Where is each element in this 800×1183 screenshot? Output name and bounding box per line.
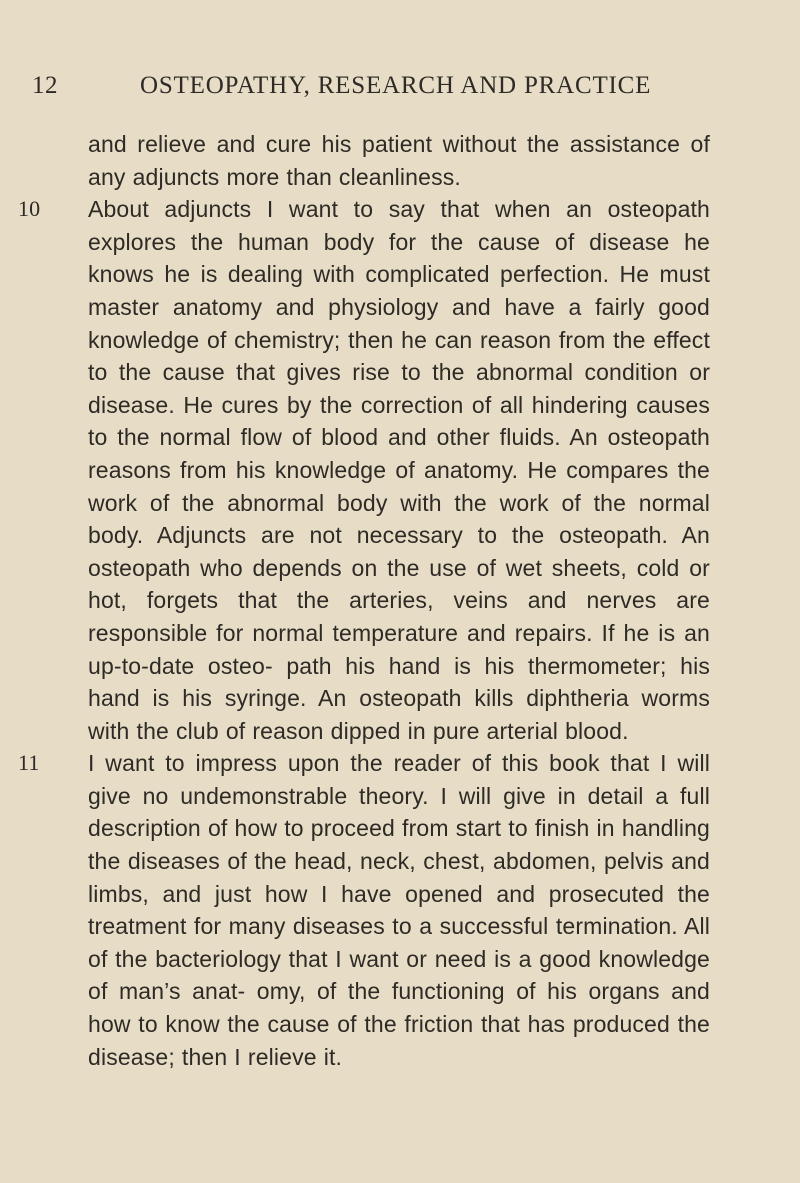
running-header <box>0 72 800 112</box>
paragraph-number: 11 <box>18 750 40 776</box>
paragraph-11 <box>18 747 710 1073</box>
paragraph-text: About adjuncts I want to say that when an osteopath explores the human body for the cause of disease he knows he is dealing with complicated perfection. He must master anatomy and physiology and have a fairly good knowledge of chemistry; then he can reason from the effect to the cause that gives rise to the abnormal condition or disease. He cures by the correction of all hindering causes to the normal flow of blood and other fluids. An osteopath reasons from his knowledge of anatomy. He compares the work of the abnormal body with the work of the normal body. Adjuncts are not necessary to the osteopath. An osteopath who depends on the use of wet sheets, cold or hot, forgets that the arteries, veins and nerves are responsible for normal temperature and repairs. If he is an up-to-date osteo- path his hand is his thermometer; his hand is his syringe. An osteopath kills diphtheria worms with the club of reason dipped in pure arterial blood. <box>88 196 710 744</box>
running-title: OSTEOPATHY, RESEARCH AND PRACTICE <box>140 72 652 99</box>
body-text <box>18 128 710 1073</box>
page-number: 12 <box>32 72 58 99</box>
paragraph-continued <box>88 128 710 193</box>
paragraph-10 <box>18 193 710 747</box>
paragraph-text: and relieve and cure his patient without the assistance of any adjuncts more than cleanliness. <box>88 131 710 190</box>
paragraph-text: I want to impress upon the reader of this book that I will give no undemonstrable theory. I will give in detail a full description of how to proceed from start to finish in handling the diseases of the head, neck, chest, abdomen, pelvis and limbs, and just how I have opened and prosecuted the treatment for many diseases to a successful termination. All of the bacteriology that I want or need is a good knowledge of man’s anat- omy, of the functioning of his organs and how to know the cause of the friction that has produced the disease; then I relieve it. <box>88 750 710 1070</box>
paragraph-number: 10 <box>18 196 41 222</box>
